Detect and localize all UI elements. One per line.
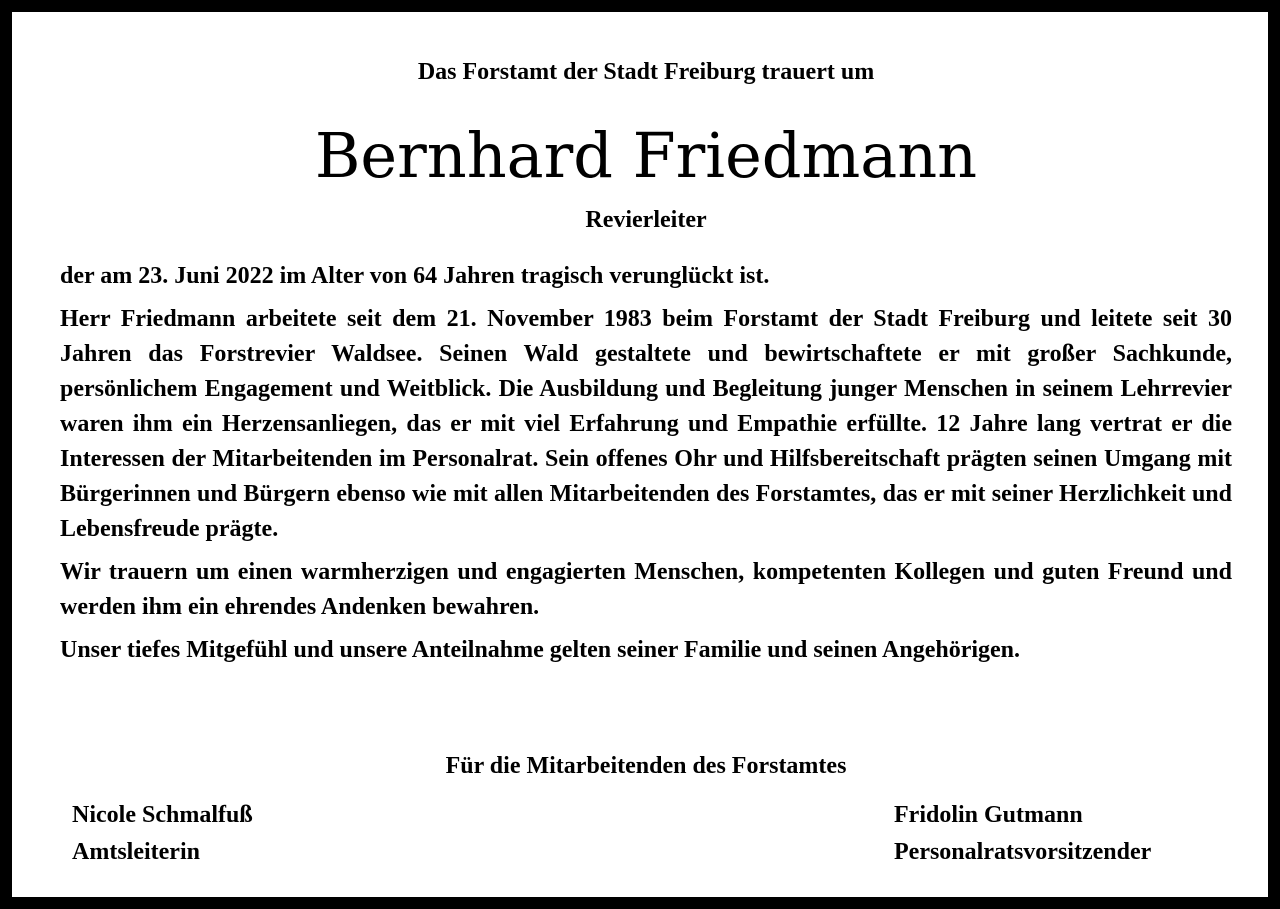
signatory-title: Personalratsvorsitzender <box>894 839 1152 865</box>
deceased-name: Bernhard Friedmann <box>314 119 978 192</box>
signatory-left <box>72 797 253 871</box>
signatory-name: Nicole Schmalfuß <box>72 802 253 828</box>
paragraph-mourning: Wir trauern um einen warmherzigen und engagierten Menschen, kompetenten Kollegen und guten Freund und werden ihm ein ehrendes Andenken bewahren. <box>60 559 1232 620</box>
obituary-notice <box>60 12 1232 897</box>
signatory-name: Fridolin Gutmann <box>894 802 1083 828</box>
paragraph-condolence: Unser tiefes Mitgefühl und unsere Anteilnahme gelten seiner Familie und seinen Angehörigen. <box>60 637 1021 663</box>
signatory-title: Amtsleiterin <box>72 839 200 865</box>
closing-line: Für die Mitarbeitenden des Forstamtes <box>445 753 847 779</box>
signatory-right <box>894 797 1232 871</box>
intro-line: Das Forstamt der Stadt Freiburg trauert um <box>417 59 875 85</box>
paragraph-date: der am 23. Juni 2022 im Alter von 64 Jahren tragisch verunglückt ist. <box>60 263 770 289</box>
paragraph-career: Herr Friedmann arbeitete seit dem 21. November 1983 beim Forstamt der Stadt Freiburg und leitete seit 30 Jahren das Forstrevier Waldsee. Seinen Wald gestaltete und bewirtschaftete er mit großer Sachkunde, persönlichem Engagement und Weitblick. Die Ausbildung und Begleitung junger Menschen in seinem Lehrrevier waren ihm ein Herzensanliegen, das er mit viel Erfahrung und Empathie erfüllte. 12 Jahre lang vertrat er die Interessen der Mitarbeitenden im Personalrat. Sein offenes Ohr und Hilfsbereitschaft prägten seinen Umgang mit Bürgerinnen und Bürgern ebenso wie mit allen Mitarbeitenden des Forstamtes, das er mit seiner Herzlichkeit und Lebensfreude prägte. <box>60 306 1232 542</box>
notice-body <box>60 259 1232 676</box>
deceased-role: Revierleiter <box>585 207 707 233</box>
